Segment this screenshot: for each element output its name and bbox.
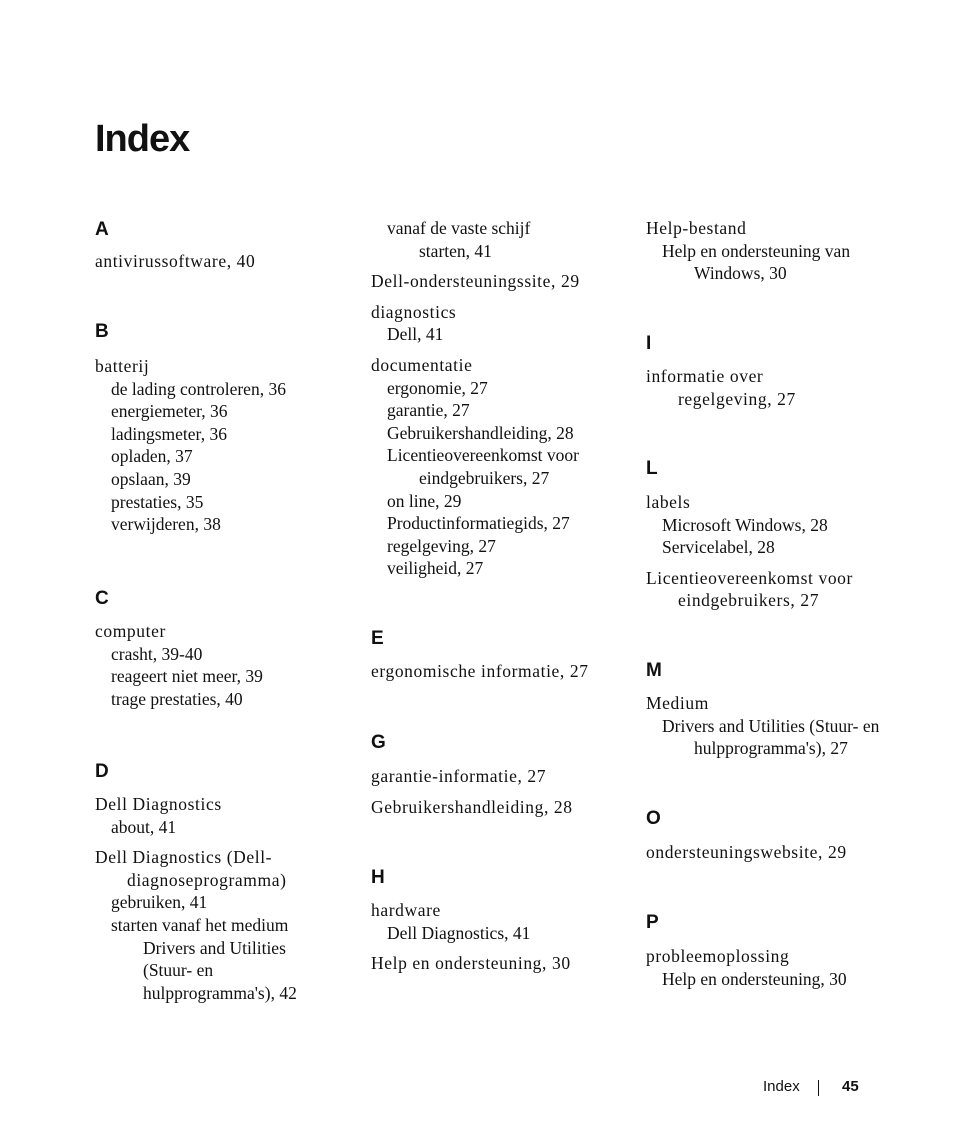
page-number: 45	[842, 1078, 859, 1095]
index-subentry: crasht, 39-40	[111, 643, 203, 664]
index-entry-continuation: regelgeving, 27	[678, 388, 796, 409]
index-subentry: prestaties, 35	[111, 491, 204, 512]
index-subentry: Gebruikershandleiding, 28	[387, 422, 574, 443]
index-entry: informatie over	[646, 366, 764, 386]
index-subentry: on line, 29	[387, 490, 462, 511]
index-subentry: regelgeving, 27	[387, 535, 496, 556]
index-entry: labels	[646, 492, 691, 512]
index-letter-e: E	[371, 628, 384, 649]
index-letter-l: L	[646, 458, 658, 479]
index-subentry: Drivers and Utilities (Stuur- en	[662, 715, 880, 736]
index-entry: hardware	[371, 900, 441, 920]
footer-divider	[818, 1080, 819, 1096]
index-letter-g: G	[371, 732, 386, 753]
index-subentry: Help en ondersteuning van	[662, 240, 851, 261]
index-subentry: Help en ondersteuning, 30	[662, 968, 847, 989]
index-entry: batterij	[95, 356, 150, 376]
index-letter-p: P	[646, 912, 659, 933]
index-entry-continuation: diagnoseprogramma)	[127, 869, 287, 890]
index-subentry-continuation: starten, 41	[419, 240, 492, 261]
index-subentry-continuation: hulpprogramma's), 27	[694, 738, 848, 759]
index-subentry: starten vanaf het medium	[111, 915, 289, 935]
index-entry: Dell Diagnostics (Dell-	[95, 847, 273, 868]
index-letter-d: D	[95, 761, 109, 782]
footer-section-label: Index	[763, 1078, 800, 1095]
index-subentry: gebruiken, 41	[111, 892, 208, 913]
index-subentry: Dell Diagnostics, 41	[387, 922, 531, 943]
index-subentry-continuation: Windows, 30	[694, 263, 787, 284]
index-letter-a: A	[95, 219, 109, 240]
index-letter-i: I	[646, 333, 652, 354]
index-subentry: garantie, 27	[387, 400, 470, 421]
index-subentry: reageert niet meer, 39	[111, 666, 263, 687]
index-subentry: Productinformatiegids, 27	[387, 513, 570, 534]
index-subentry: Servicelabel, 28	[662, 537, 775, 558]
index-entry: Licentieovereenkomst voor	[646, 567, 853, 588]
page-title: Index	[95, 118, 190, 160]
index-letter-o: O	[646, 808, 661, 829]
index-letter-c: C	[95, 588, 109, 609]
index-entry: Medium	[646, 693, 709, 713]
index-subentry-continuation: eindgebruikers, 27	[419, 468, 550, 488]
index-subentry: energiemeter, 36	[111, 401, 228, 422]
index-subentry: de lading controleren, 36	[111, 378, 286, 399]
index-subentry: Microsoft Windows, 28	[662, 514, 828, 535]
index-subentry: ladingsmeter, 36	[111, 423, 227, 444]
index-entry: garantie-informatie, 27	[371, 766, 547, 786]
index-entry: Help-bestand	[646, 218, 747, 238]
index-entry: Dell Diagnostics	[95, 794, 222, 814]
index-letter-b: B	[95, 321, 109, 342]
index-subentry: opslaan, 39	[111, 469, 191, 489]
index-entry: probleemoplossing	[646, 946, 790, 966]
index-subentry: veiligheid, 27	[387, 558, 484, 579]
index-entry: Dell-ondersteuningssite, 29	[371, 271, 580, 292]
index-letter-h: H	[371, 867, 385, 888]
page-footer	[763, 1077, 859, 1097]
index-subentry: verwijderen, 38	[111, 514, 221, 535]
index-entry-continuation: eindgebruikers, 27	[678, 590, 820, 611]
index-entry: computer	[95, 621, 166, 641]
index-subentry-continuation: (Stuur- en	[143, 960, 214, 981]
index-entry: Gebruikershandleiding, 28	[371, 796, 573, 817]
index-entry: Help en ondersteuning, 30	[371, 953, 571, 974]
index-subentry: vanaf de vaste schijf	[387, 218, 531, 238]
index-entry: ergonomische informatie, 27	[371, 661, 589, 681]
index-subentry: trage prestaties, 40	[111, 688, 243, 709]
index-entry: documentatie	[371, 355, 473, 375]
index-entry: antivirussoftware, 40	[95, 251, 256, 271]
index-subentry: ergonomie, 27	[387, 377, 488, 398]
index-entry: diagnostics	[371, 301, 457, 322]
index-subentry: Licentieovereenkomst voor	[387, 445, 579, 466]
index-subentry: opladen, 37	[111, 446, 193, 467]
index-subentry: Dell, 41	[387, 324, 444, 345]
index-subentry: about, 41	[111, 816, 177, 837]
index-subentry-continuation: Drivers and Utilities	[143, 937, 286, 958]
index-entry: ondersteuningswebsite, 29	[646, 842, 847, 862]
index-letter-m: M	[646, 660, 662, 681]
index-subentry-continuation: hulpprogramma's), 42	[143, 982, 297, 1003]
